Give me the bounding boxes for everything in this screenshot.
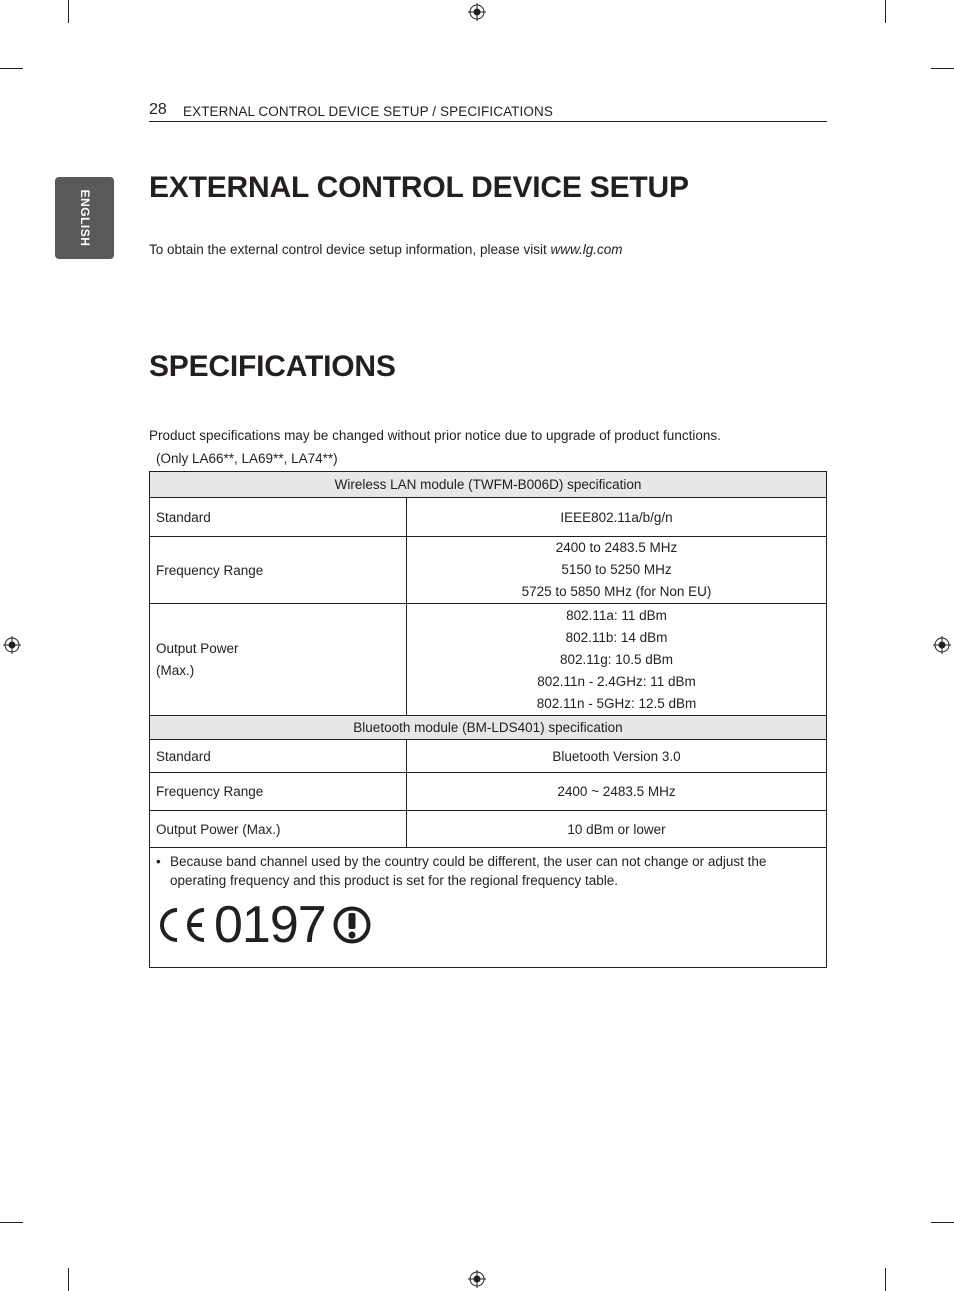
bullet-icon: • [156, 854, 161, 869]
bluetooth-output-power-label: Output Power (Max.) [150, 811, 407, 848]
wlan-output-power-value: 802.11b: 14 dBm [565, 629, 668, 645]
bluetooth-output-power-value: 10 dBm or lower [407, 811, 827, 848]
setup-url-link[interactable]: www.lg.com [550, 242, 623, 257]
crop-mark [0, 68, 23, 69]
registration-mark-icon [468, 1270, 486, 1288]
wlan-frequency-value: 5725 to 5850 MHz (for Non EU) [521, 584, 712, 599]
setup-intro [149, 242, 623, 257]
wlan-output-power-label-line: Output Power [156, 640, 239, 656]
bluetooth-standard-label: Standard [150, 740, 407, 773]
wlan-standard-label: Standard [150, 498, 407, 537]
wlan-output-power-value: 802.11n - 2.4GHz: 11 dBm [537, 673, 696, 689]
wlan-frequency-values [407, 537, 827, 604]
crop-mark [0, 1222, 23, 1223]
alert-mark-icon [332, 905, 372, 945]
crop-mark [885, 1268, 886, 1291]
bluetooth-standard-value: Bluetooth Version 3.0 [407, 740, 827, 773]
wlan-output-power-value: 802.11g: 10.5 dBm [559, 651, 674, 667]
crop-mark [68, 1268, 69, 1291]
spec-change-note: Product specifications may be changed without prior notice due to upgrade of product functions. [149, 428, 721, 443]
registration-mark-icon [3, 636, 21, 654]
footnote-text: Because band channel used by the country could be different, the user can not change or adjust the operating frequency and this product is set for the regional frequency table. [170, 854, 767, 888]
wlan-frequency-label: Frequency Range [150, 537, 407, 604]
bluetooth-heading: Bluetooth module (BM-LDS401) specification [150, 716, 827, 740]
language-tab-label: ENGLISH [77, 189, 92, 247]
wlan-frequency-value: 2400 to 2483.5 MHz [555, 540, 678, 555]
crop-mark [931, 68, 954, 69]
footnote-item [156, 852, 820, 890]
language-tab [55, 177, 114, 259]
wlan-output-power-value: 802.11n - 5GHz: 12.5 dBm [536, 695, 697, 711]
wlan-output-power-label-line: (Max.) [156, 662, 195, 678]
specification-table [149, 471, 827, 968]
wlan-heading: Wireless LAN module (TWFM-B006D) specification [150, 472, 827, 498]
section-title-setup: EXTERNAL CONTROL DEVICE SETUP [149, 171, 689, 204]
model-note: (Only LA66**, LA69**, LA74**) [156, 451, 338, 466]
wlan-output-power-value: 802.11a: 11 dBm [566, 607, 667, 623]
crop-mark [931, 1222, 954, 1223]
registration-mark-icon [933, 636, 951, 654]
wlan-output-power-values [407, 604, 827, 716]
notes-cell [150, 848, 827, 968]
notified-body-number: 0197 [214, 896, 326, 954]
wlan-standard-value: IEEE802.11a/b/g/n [407, 498, 827, 537]
wlan-output-power-label [150, 604, 407, 716]
registration-mark-icon [468, 3, 486, 21]
setup-intro-text: To obtain the external control device setup information, please visit [149, 242, 551, 257]
crop-mark [68, 0, 69, 23]
page-header [149, 100, 827, 122]
crop-mark [885, 0, 886, 23]
wlan-frequency-value: 5150 to 5250 MHz [561, 562, 672, 577]
page-number: 28 [149, 101, 167, 118]
bluetooth-frequency-value: 2400 ~ 2483.5 MHz [407, 773, 827, 811]
compliance-marks [156, 898, 820, 952]
bluetooth-frequency-label: Frequency Range [150, 773, 407, 811]
section-title-specifications: SPECIFICATIONS [149, 350, 396, 383]
running-head: EXTERNAL CONTROL DEVICE SETUP / SPECIFICATIONS [183, 104, 553, 119]
ce-mark-icon [156, 905, 208, 945]
